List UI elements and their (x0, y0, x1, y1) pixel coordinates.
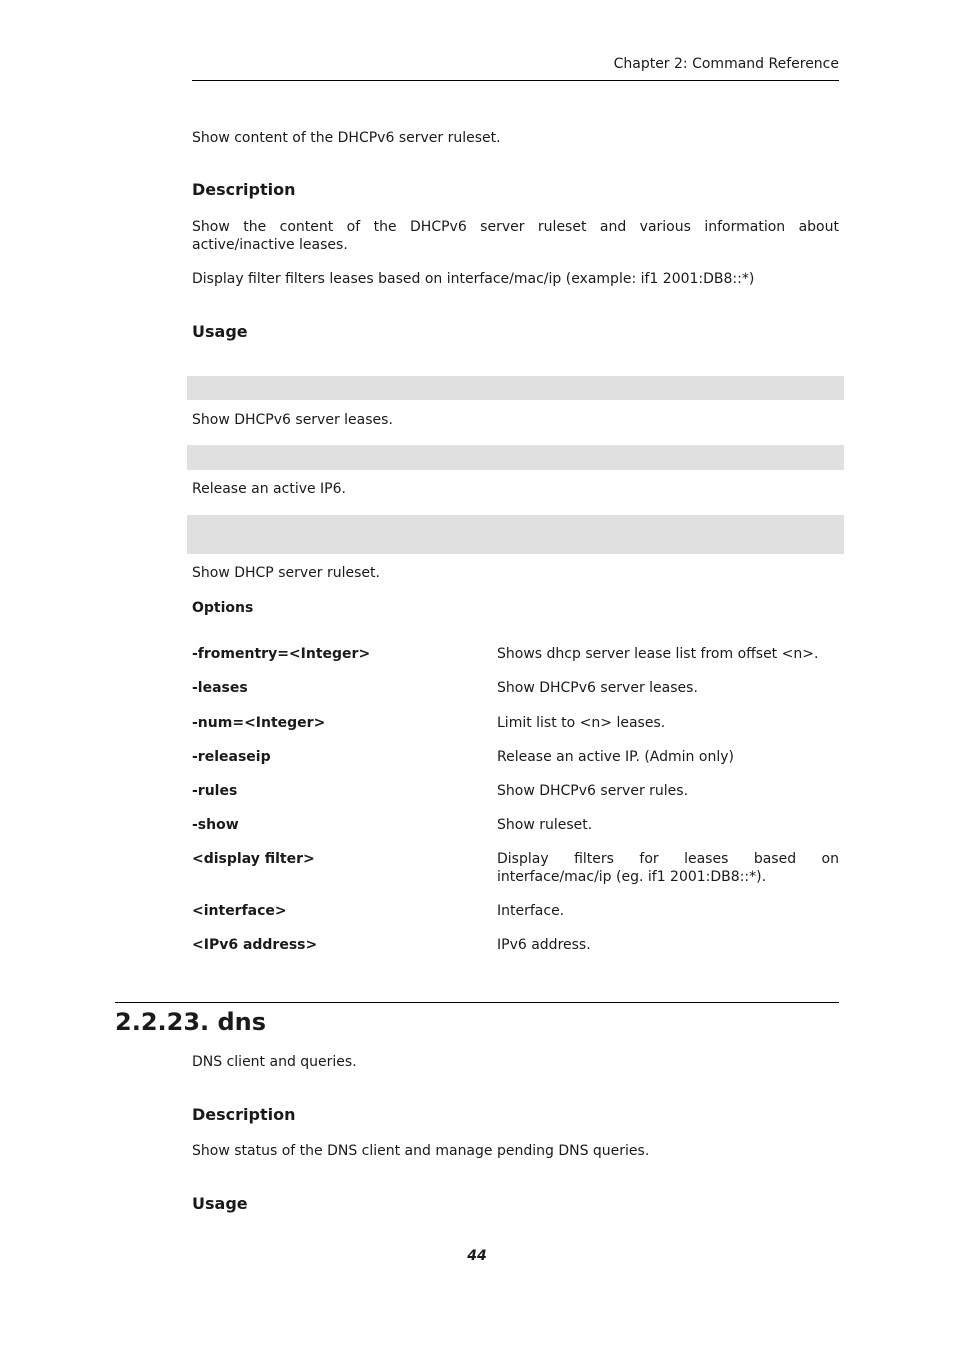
dns-usage-heading: Usage (192, 1194, 248, 1213)
header-divider (192, 80, 839, 81)
options-heading: Options (192, 600, 254, 616)
usage-heading: Usage (192, 322, 248, 341)
intro-text: Show content of the DHCPv6 server ruleset. (192, 130, 501, 146)
option-name: -rules (192, 783, 238, 799)
description-filter-paragraph: Display filter filters leases based on interface/mac/ip (example: if1 2001:DB8::*) (192, 271, 755, 287)
code-block (187, 515, 844, 554)
section-title: 2.2.23. dns (115, 1008, 267, 1036)
option-name: -num=<Integer> (192, 715, 326, 731)
option-description: Shows dhcp server lease list from offset <n>. (497, 646, 819, 662)
dns-intro-text: DNS client and queries. (192, 1054, 357, 1070)
option-description: Show DHCPv6 server leases. (497, 680, 698, 696)
dns-description-text: Show status of the DNS client and manage pending DNS queries. (192, 1143, 650, 1159)
option-name: -fromentry=<Integer> (192, 646, 371, 662)
option-description: Show ruleset. (497, 817, 593, 833)
option-description: Interface. (497, 903, 565, 919)
usage-text: Show DHCPv6 server leases. (192, 412, 393, 428)
option-description: Display filters for leases based on interface/mac/ip (eg. if1 2001:DB8::*). (497, 851, 839, 885)
option-name: <display filter> (192, 851, 315, 867)
code-block (187, 376, 844, 400)
description-heading: Description (192, 180, 296, 199)
option-name: -leases (192, 680, 248, 696)
option-description: Release an active IP. (Admin only) (497, 749, 734, 765)
option-description: IPv6 address. (497, 937, 591, 953)
option-description: Show DHCPv6 server rules. (497, 783, 689, 799)
page-number: 44 (467, 1248, 487, 1264)
usage-text: Show DHCP server ruleset. (192, 565, 380, 581)
code-block (187, 445, 844, 470)
running-header: Chapter 2: Command Reference (613, 56, 839, 72)
option-name: <IPv6 address> (192, 937, 318, 953)
description-paragraph: Show the content of the DHCPv6 server ruleset and various information about active/inactive leases. (192, 219, 839, 253)
option-name: -show (192, 817, 239, 833)
section-divider (115, 1002, 839, 1003)
dns-description-heading: Description (192, 1105, 296, 1124)
usage-text: Release an active IP6. (192, 481, 346, 497)
option-name: -releaseip (192, 749, 271, 765)
option-description: Limit list to <n> leases. (497, 715, 666, 731)
option-name: <interface> (192, 903, 287, 919)
